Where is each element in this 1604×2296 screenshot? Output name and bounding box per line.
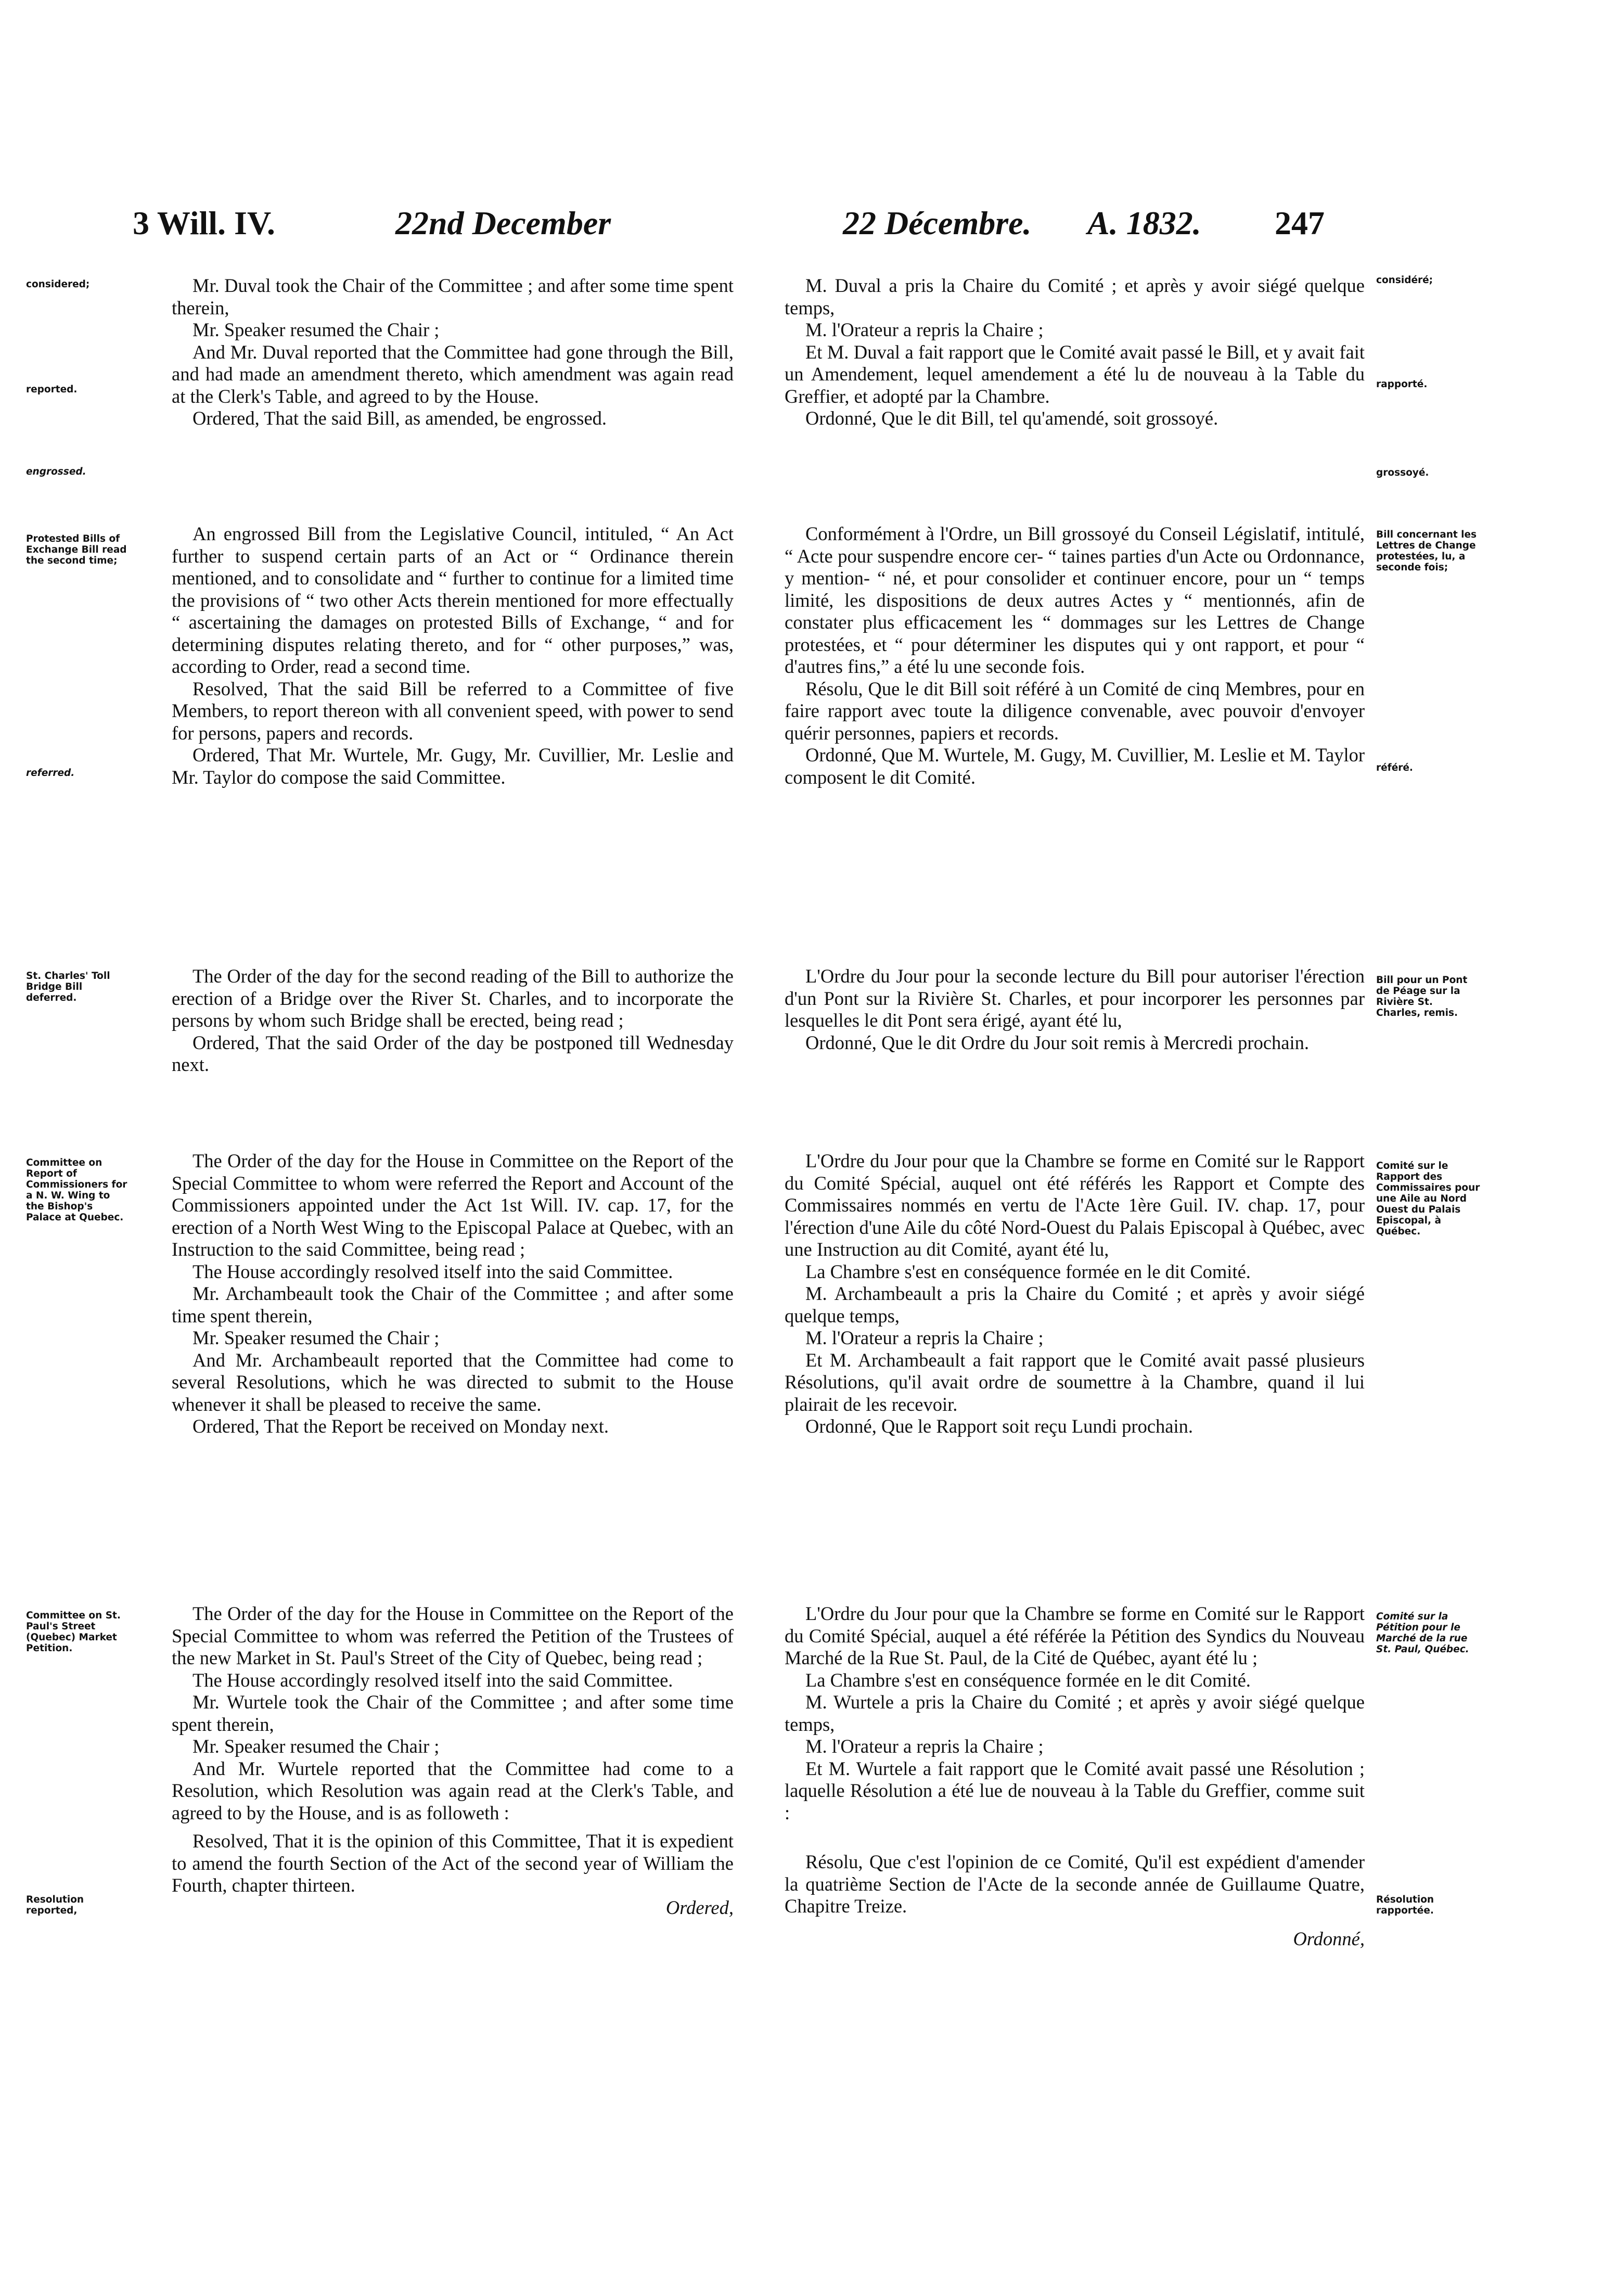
english-column [172, 275, 734, 430]
paragraph: Mr. Speaker resumed the Chair ; [193, 1736, 440, 1757]
paragraph: And Mr. Wurtele reported that the Committee had come to a Resolution, which Resolution was again read at the Clerk's Table, and agreed to by the House, and is as followeth : [172, 1757, 734, 1823]
paragraph: Et M. Wurtele a fait rapport que le Comité avait passé une Résolution ; laquelle Résolution a été lue de nouveau à la Table du Greffier, comme suit : [785, 1757, 1365, 1823]
margin-note: grossoyé. [1376, 467, 1429, 478]
margin-note: référé. [1376, 762, 1413, 773]
paragraph: M. Archambeault a pris la Chaire du Comité ; et après y avoir siégé quelque temps, [785, 1283, 1365, 1326]
margin-note: referred. [26, 768, 75, 779]
paragraph: Ordonné, Que le dit Bill, tel qu'amendé, soit grossoyé. [805, 407, 1218, 429]
margin-note: considéré; [1376, 275, 1433, 286]
paragraph: The Order of the day for the second reading of the Bill to authorize the erection of a Bridge over the River St. Charles, and to incorporate the persons by whom such Bridge shall be erected, being read ; [172, 965, 734, 1031]
paragraph: Résolu, Que le dit Bill soit référé à un Comité de cinq Membres, pour en faire rapport avec toute la diligence convenable, avec pouvoir d'envoyer quérir personnes, papiers et records. [785, 678, 1365, 744]
margin-note: Resolution reported, [26, 1894, 84, 1916]
paragraph: L'Ordre du Jour pour la seconde lecture du Bill pour autoriser l'érection d'un Pont sur la Rivière St. Charles, et pour incorporer les personnes par lesquelles le dit Pont sera érigé, ayant été lu, [785, 965, 1365, 1031]
french-column [785, 523, 1365, 788]
margin-note: Résolution rapportée. [1376, 1894, 1434, 1916]
paragraph: The House accordingly resolved itself into the said Committee. [193, 1669, 673, 1691]
paragraph: La Chambre s'est en conséquence formée en le dit Comité. [805, 1669, 1251, 1691]
french-column [785, 965, 1365, 1054]
english-column [172, 965, 734, 1076]
french-column [785, 1150, 1365, 1438]
paragraph: Ordonné, Que M. Wurtele, M. Gugy, M. Cuvillier, M. Leslie et M. Taylor composent le dit Comité. [785, 744, 1365, 788]
paragraph: La Chambre s'est en conséquence formée en le dit Comité. [805, 1260, 1251, 1282]
margin-note: Bill pour un Pont de Péage sur la Rivière St. Charles, remis. [1376, 975, 1468, 1018]
paragraph: Resolved, That the said Bill be referred to a Committee of five Members, to report thereon with all convenient speed, with power to send for persons, papers and records. [172, 678, 734, 744]
margin-note: reported. [26, 384, 78, 395]
english-column [172, 1150, 734, 1438]
paragraph: The Order of the day for the House in Committee on the Report of the Special Committee to whom was referred the Petition of the Trustees of the new Market in St. Paul's Street of the City of Quebec, being read ; [172, 1603, 734, 1668]
paragraph: Ordered, That the said Order of the day be postponed till Wednesday next. [172, 1031, 734, 1075]
paragraph: Mr. Archambeault took the Chair of the Committee ; and after some time spent therein, [172, 1283, 734, 1326]
paragraph: Mr. Duval took the Chair of the Committee ; and after some time spent therein, [172, 275, 734, 318]
paragraph: Ordered, That the Report be received on Monday next. [193, 1415, 609, 1437]
paragraph: M. Duval a pris la Chaire du Comité ; et après y avoir siégé quelque temps, [785, 275, 1365, 318]
margin-note: St. Charles' Toll Bridge Bill deferred. [26, 971, 110, 1003]
page-header [0, 204, 1604, 256]
margin-note: considered; [26, 279, 90, 290]
french-column [785, 1603, 1365, 1950]
paragraph: Conformément à l'Ordre, un Bill grossoyé du Conseil Législatif, intitulé, “ Acte pour suspendre encore cer- “ taines parties d'un Acte ou Ordonnance, y mention- “ né, et pour consolider et continuer encore, pour un “ temps limité, les dispositions de deux autres Actes y “ mentionnés, afin de constater plus efficacement les “ dommages sur les Lettres de Change protestées, et “ pour déterminer les disputes qui y ont rapport, et pour “ d'autres fins,” a été lu une seconde fois. [785, 523, 1365, 677]
paragraph: And Mr. Duval reported that the Committee had gone through the Bill, and had made an amendment thereto, which amendment was again read at the Clerk's Table, and agreed to by the House. [172, 341, 734, 407]
french-column [785, 275, 1365, 430]
paragraph: M. Wurtele a pris la Chaire du Comité ; et après y avoir siégé quelque temps, [785, 1691, 1365, 1735]
paragraph: Mr. Speaker resumed the Chair ; [193, 1327, 440, 1348]
margin-note: Committee on Report of Commissioners for a N. W. Wing to the Bishop's Palace at Quebec. [26, 1157, 127, 1223]
date-english: 22nd December [395, 205, 611, 241]
paragraph: Resolved, That it is the opinion of this Committee, That it is expedient to amend the fourth Section of the Act of the second year of William the Fourth, chapter thirteen. [172, 1830, 734, 1896]
margin-note: Committee on St. Paul's Street (Quebec) Market Petition. [26, 1610, 121, 1654]
date-french: 22 Décembre. [843, 205, 1032, 241]
margin-note: Comité sur la Pétition pour le Marché de la rue St. Paul, Québec. [1376, 1611, 1469, 1655]
english-column [172, 1603, 734, 1919]
page-number: 247 [1275, 205, 1325, 241]
margin-note: engrossed. [26, 466, 86, 477]
paragraph: Mr. Speaker resumed the Chair ; [193, 319, 440, 340]
paragraph: M. l'Orateur a repris la Chaire ; [805, 1736, 1044, 1757]
paragraph: M. l'Orateur a repris la Chaire ; [805, 1327, 1044, 1348]
paragraph: An engrossed Bill from the Legislative Council, intituled, “ An Act further to suspend certain parts of an Act or “ Ordinance therein mentioned, and to consolidate and “ further to continue for a limited time the provisions of “ two other Acts therein mentioned for more effectually “ ascertaining the damages on protested Bills of Exchange, “ and for determining disputes relating thereto, and for “ other purposes,” was, according to Order, read a second time. [172, 523, 734, 677]
margin-note: Comité sur le Rapport des Commissaires pour une Aile au Nord Ouest du Palais Episcopal, à Québec. [1376, 1160, 1480, 1237]
paragraph: Résolu, Que c'est l'opinion de ce Comité, Qu'il est expédient d'amender la quatrième Section de l'Acte de la seconde année de Guillaume Quatre, Chapitre Treize. [785, 1851, 1365, 1917]
regnal-year: 3 Will. IV. [133, 205, 275, 241]
paragraph: Et M. Duval a fait rapport que le Comité avait passé le Bill, et y avait fait un Amendement, lequel amendement a été lu de nouveau à la Table du Greffier, et adopté par la Chambre. [785, 341, 1365, 407]
catchword: Ordered, [665, 1896, 734, 1918]
margin-note: rapporté. [1376, 379, 1428, 390]
english-column [172, 523, 734, 788]
paragraph: Ordered, That the said Bill, as amended, be engrossed. [193, 407, 607, 429]
paragraph: L'Ordre du Jour pour que la Chambre se forme en Comité sur le Rapport du Comité Spécial, auquel a été référée la Pétition des Syndics du Nouveau Marché de la Rue St. Paul, de la Cité de Québec, ayant été lu ; [785, 1603, 1365, 1668]
margin-note: Bill concernant les Lettres de Change protestées, lu, a seconde fois; [1376, 529, 1477, 573]
paragraph: Ordered, That Mr. Wurtele, Mr. Gugy, Mr. Cuvillier, Mr. Leslie and Mr. Taylor do compose the said Committee. [172, 744, 734, 788]
paragraph: The House accordingly resolved itself into the said Committee. [193, 1260, 673, 1282]
paragraph: L'Ordre du Jour pour que la Chambre se forme en Comité sur le Rapport du Comité Spécial, auquel ont été référés les Rapport et Compte des Commissaires nommés en vertu de l'Acte 1ère Guil. IV. chap. 17, pour l'érection d'une Aile du côté Nord-Ouest du Palais Episcopal à Québec, avec une Instruction au dit Comité, ayant été lu, [785, 1150, 1365, 1260]
paragraph: Ordonné, Que le Rapport soit reçu Lundi prochain. [805, 1415, 1194, 1437]
paragraph: Et M. Archambeault a fait rapport que le Comité avait passé plusieurs Résolutions, qu'il avait ordre de soumettre à la Chambre, quand il lui plairait de les recevoir. [785, 1349, 1365, 1415]
paragraph: M. l'Orateur a repris la Chaire ; [805, 319, 1044, 340]
paragraph: Ordonné, Que le dit Ordre du Jour soit remis à Mercredi prochain. [805, 1031, 1309, 1053]
paragraph: And Mr. Archambeault reported that the Committee had come to several Resolutions, which he was directed to submit to the House whenever it shall be pleased to receive the same. [172, 1349, 734, 1415]
paragraph: The Order of the day for the House in Committee on the Report of the Special Committee to whom were referred the Report and Account of the Commissioners appointed under the Act 1st Will. IV. cap. 17, for the erection of a North West Wing to the Episcopal Palace at Quebec, with an Instruction to the said Committee, being read ; [172, 1150, 734, 1260]
anno-year: A. 1832. [1087, 205, 1201, 241]
catchword: Ordonné, [1293, 1928, 1365, 1949]
paragraph: Mr. Wurtele took the Chair of the Committee ; and after some time spent therein, [172, 1691, 734, 1735]
margin-note: Protested Bills of Exchange Bill read the second time; [26, 533, 127, 566]
